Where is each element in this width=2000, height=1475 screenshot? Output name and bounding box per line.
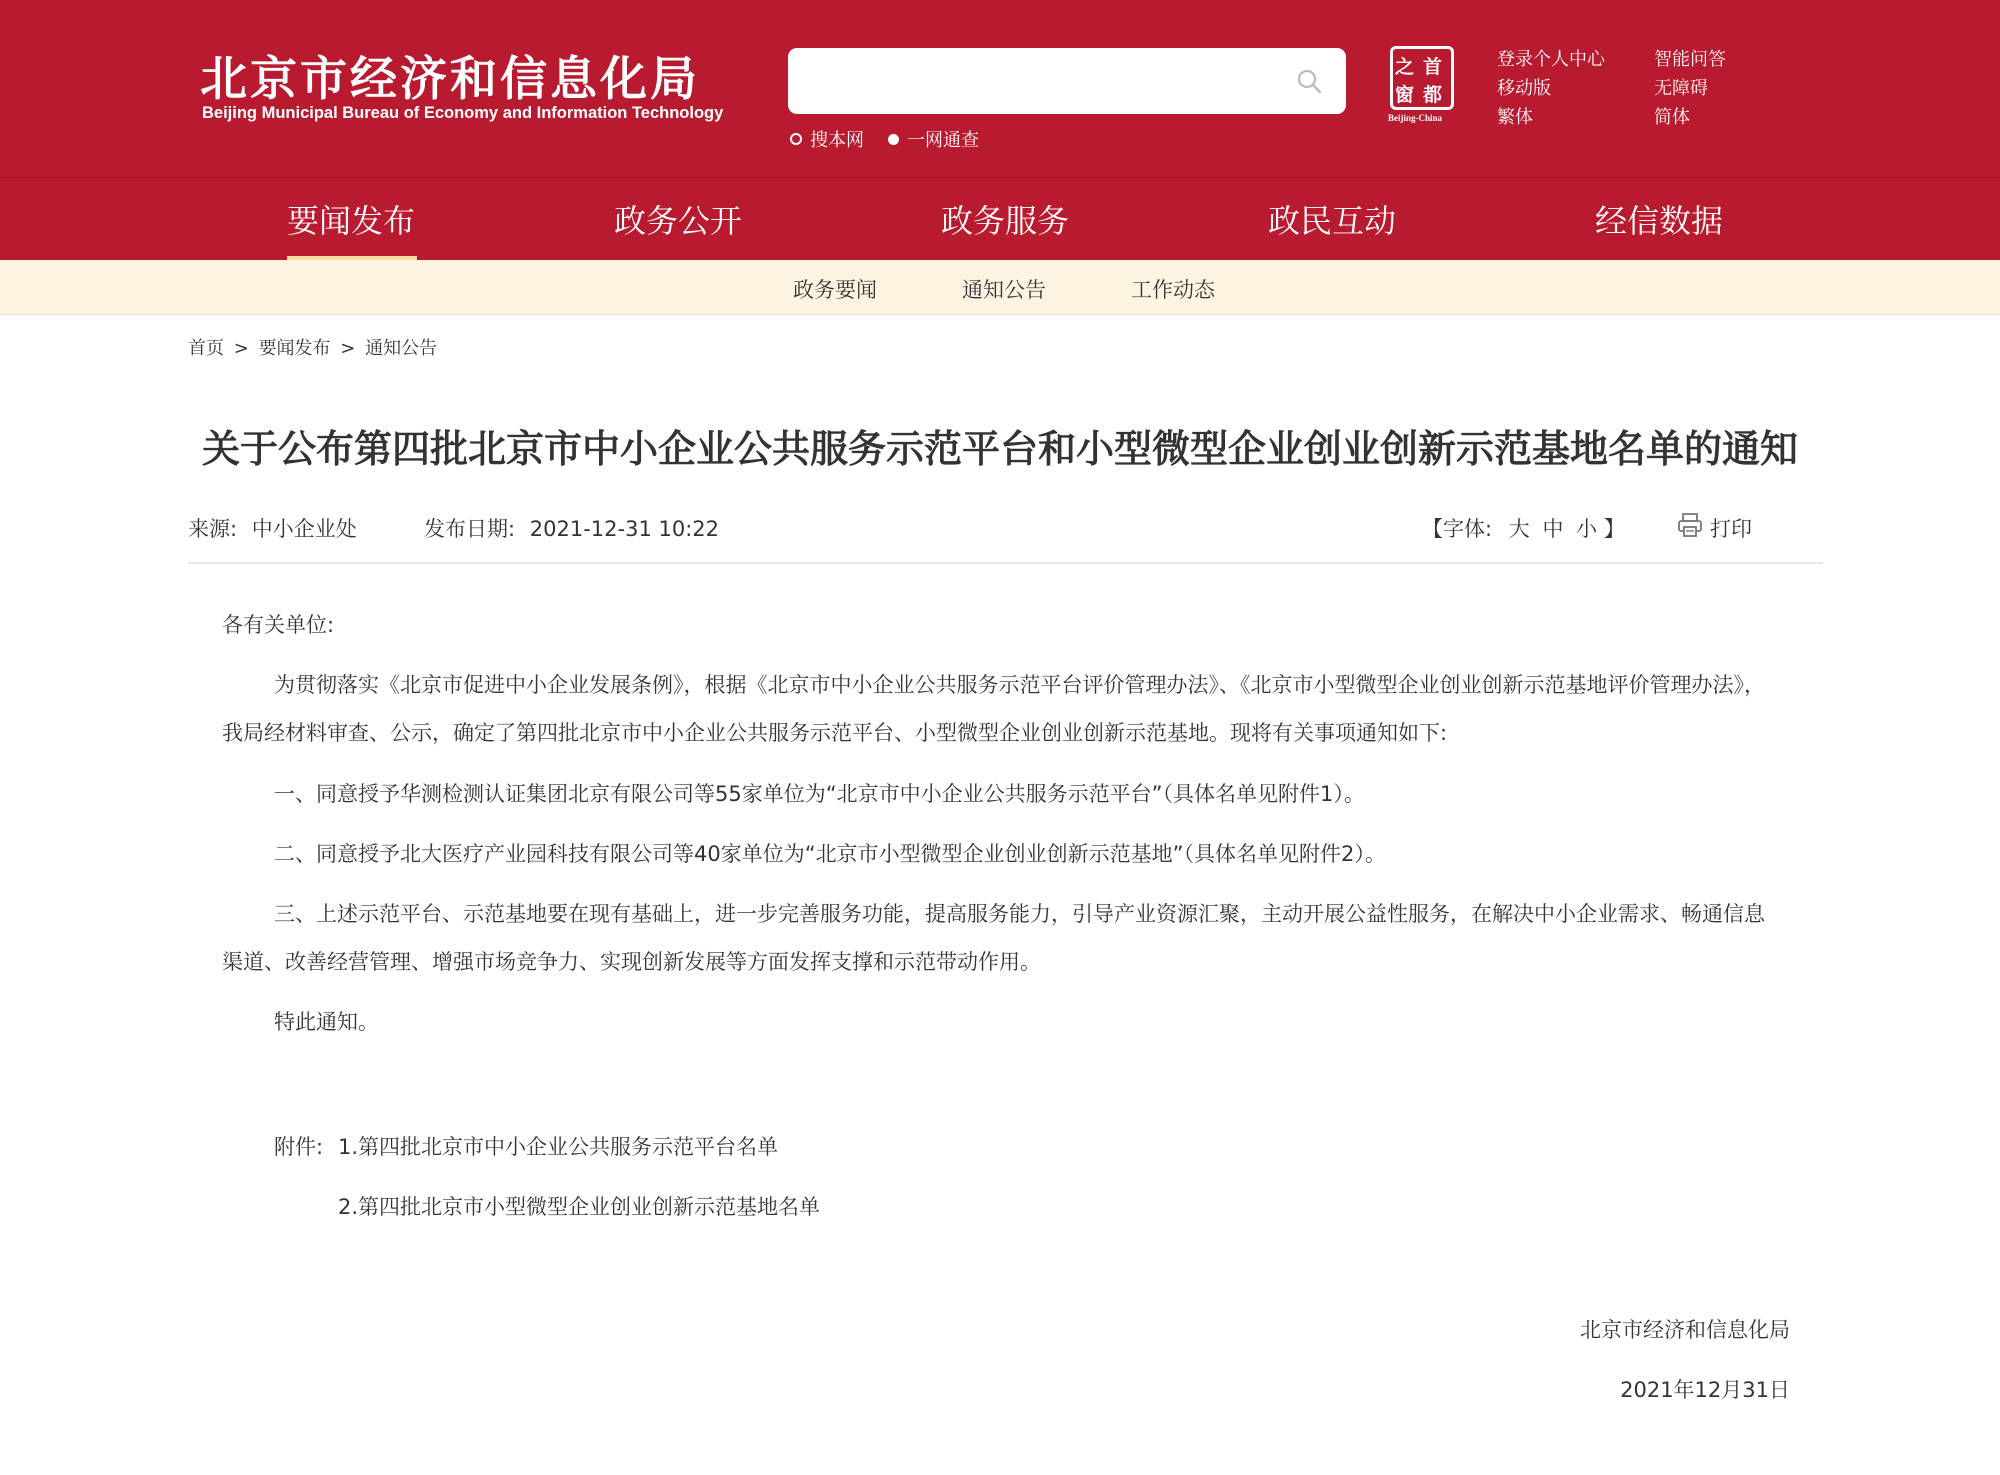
signature-date: 2021年12月31日 [1620, 1378, 1790, 1402]
subnav-item-notices[interactable]: 通知公告 [962, 278, 1046, 302]
breadcrumb-news[interactable]: 要闻发布 [258, 338, 331, 359]
attachment-link-2[interactable]: 2.第四批北京市小型微型企业创业创新示范基地名单 [338, 1195, 821, 1219]
search-option-unified[interactable] [888, 126, 979, 152]
search-option-label: 搜本网 [810, 130, 864, 151]
nav-item-gov-services[interactable]: 政务服务 [941, 202, 1070, 240]
seal-char: 之 [1395, 56, 1415, 78]
article-title: 关于公布第四批北京市中小企业公共服务示范平台和小型微型企业创业创新示范基地名单的通知 [201, 427, 1798, 471]
radio-unselected-icon [790, 133, 802, 145]
nav-item-data[interactable]: 经信数据 [1595, 202, 1724, 240]
attachments-label: 附件: [274, 1135, 324, 1159]
source-label: 来源: [188, 517, 238, 541]
font-size-label: 【字体: [1422, 517, 1493, 541]
login-link[interactable]: 登录个人中心 [1497, 49, 1605, 70]
subnav-item-work-updates[interactable]: 工作动态 [1131, 278, 1215, 302]
radio-selected-icon [888, 134, 899, 145]
paragraph-item-2: 二、同意授予北大医疗产业园科技有限公司等40家单位为“北京市小型微型企业创业创新示范基地”（具体名单见附件2）。 [274, 842, 1386, 866]
search-input[interactable] [788, 48, 1346, 114]
search-icon[interactable] [1296, 68, 1322, 94]
font-size-bracket: 】 [1603, 517, 1625, 541]
nav-item-news[interactable]: 要闻发布 [287, 202, 416, 240]
breadcrumb-separator: > [233, 338, 249, 359]
breadcrumb-notices[interactable]: 通知公告 [365, 338, 438, 359]
mobile-version-link[interactable]: 移动版 [1497, 78, 1551, 99]
site-logo-title[interactable]: 北京市经济和信息化局 [200, 52, 700, 107]
seal-subtitle: Beijing-China [1388, 113, 1443, 123]
accessibility-link[interactable]: 无障碍 [1654, 78, 1708, 99]
subnav-item-gov-news[interactable]: 政务要闻 [793, 278, 877, 302]
breadcrumb-home[interactable]: 首页 [188, 338, 224, 359]
paragraph-item-1: 一、同意授予华测检测认证集团北京有限公司等55家单位为“北京市中小企业公共服务示范平台”（具体名单见附件1）。 [274, 782, 1365, 806]
breadcrumb [188, 334, 441, 360]
signature-org: 北京市经济和信息化局 [1580, 1318, 1790, 1342]
site-logo-subtitle: Beijing Municipal Bureau of Economy and Information Technology [202, 104, 724, 122]
search-option-label: 一网通查 [907, 130, 979, 151]
article-date [424, 513, 719, 543]
source-value: 中小企业处 [251, 517, 357, 541]
font-size-medium[interactable]: 中 [1542, 517, 1564, 541]
font-size-control [1422, 513, 1625, 543]
traditional-chinese-link[interactable]: 繁体 [1497, 107, 1533, 128]
font-size-small[interactable]: 小 [1576, 517, 1598, 541]
header-divider [188, 562, 1823, 564]
paragraph-intro: 为贯彻落实《北京市促进中小企业发展条例》，根据《北京市中小企业公共服务示范平台评价管理办法》、《北京市小型微型企业创业创新示范基地评价管理办法》，我局经材料审查、公示，确定了第四批北京市中小企业公共服务示范平台、小型微型企业创业创新示范基地。现将有关事项通知如下: [222, 673, 1765, 745]
article-source [188, 513, 357, 543]
nav-item-gov-affairs[interactable]: 政务公开 [614, 202, 743, 240]
date-value: 2021-12-31 10:22 [529, 517, 720, 541]
attachment-link-1[interactable]: 1.第四批北京市中小企业公共服务示范平台名单 [338, 1135, 779, 1159]
nav-item-interaction[interactable]: 政民互动 [1268, 202, 1397, 240]
seal-char: 都 [1423, 84, 1443, 106]
date-label: 发布日期: [424, 517, 516, 541]
smart-qa-link[interactable]: 智能问答 [1654, 49, 1726, 70]
seal-char: 窗 [1395, 84, 1415, 106]
simplified-chinese-link[interactable]: 简体 [1654, 107, 1690, 128]
paragraph-item-3: 三、上述示范平台、示范基地要在现有基础上，进一步完善服务功能，提高服务能力，引导产业资源汇聚，主动开展公益性服务，在解决中小企业需求、畅通信息渠道、改善经营管理、增强市场竞争力、实现创新发展等方面发挥支撑和示范带动作用。 [222, 902, 1765, 974]
search-option-site[interactable] [790, 126, 864, 152]
printer-icon[interactable] [1676, 511, 1704, 539]
capital-window-seal[interactable] [1390, 46, 1460, 126]
salutation: 各有关单位: [222, 613, 335, 637]
seal-char: 首 [1423, 56, 1443, 78]
print-button[interactable]: 打印 [1710, 517, 1752, 541]
font-size-large[interactable]: 大 [1508, 517, 1530, 541]
paragraph-closing: 特此通知。 [274, 1010, 379, 1034]
breadcrumb-separator: > [340, 338, 356, 359]
